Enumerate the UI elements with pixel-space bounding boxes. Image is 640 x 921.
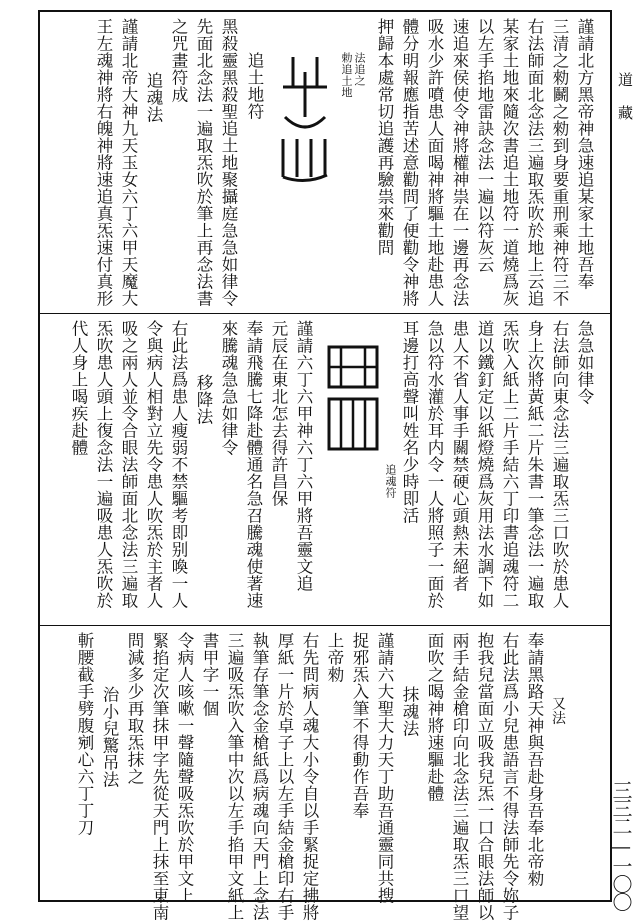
text-column: 來騰魂急急如律令 xyxy=(219,320,238,456)
text-column: 奉請黑路天神與吾赴身吾奉北帝勑 xyxy=(525,632,544,887)
section-heading: 抹魂法 xyxy=(400,686,419,737)
text-column: 代人身上喝疾赴體 xyxy=(69,320,88,456)
text-column: 王左魂神將右魄神將速追真炁速付真形 xyxy=(94,18,113,307)
section-heading: 追魂法 xyxy=(144,72,163,123)
text-band-2 xyxy=(40,314,610,626)
text-column: 某家土地來隨次書追土地符一道燒爲灰 xyxy=(500,18,519,307)
talisman-seal-icon xyxy=(318,334,388,464)
section-heading: 移降法 xyxy=(194,374,213,425)
text-column: 面吹之喝神將速驅赴體 xyxy=(425,632,444,802)
text-column: 右先問病人魂大小令自以手緊捉定拂將 xyxy=(300,632,319,921)
text-band-1 xyxy=(40,12,610,314)
text-column: 謹請六大聖大力天丁助吾通靈同共搜 xyxy=(375,632,394,904)
text-column: 謹請北方黑帝神急速追某家土地吾奉 xyxy=(575,18,594,290)
text-column: 吸水少許噴患人面喝神將驅土地赴患人 xyxy=(425,18,444,307)
small-note: 勅追土地 xyxy=(340,52,353,98)
text-column: 患人不省人事手關禁硬心頭熱未絕者 xyxy=(450,320,469,592)
text-column: 元辰在東北怎去得許昌保 xyxy=(269,320,288,507)
text-column: 右此法爲患人瘦弱不禁驅考即别喚一人 xyxy=(169,320,188,609)
text-column: 右此法爲小兒患語言不得法師先令妳子 xyxy=(500,632,519,921)
text-column: 黑殺靈黑殺聖追土地聚攝庭急急如律令 xyxy=(219,18,238,307)
text-column: 先面北念法一遍取炁吹於筆上再念法書 xyxy=(194,18,213,307)
small-note: 法追之 xyxy=(353,52,366,87)
text-column: 令病人咳嗽一聲隨聲吸炁吹於甲文上 xyxy=(175,632,194,904)
text-column: 上帝勑 xyxy=(325,632,344,683)
text-column: 三遍吸炁吹入筆中次以左手掐甲文紙上 xyxy=(225,632,244,921)
text-column: 問減多少再取炁抹之 xyxy=(125,632,144,785)
text-column: 令與病人相對立先令患人吹炁於主者人 xyxy=(144,320,163,609)
text-column: 炁吹患人頭上復念法一遍吸患人炁吹於 xyxy=(94,320,113,609)
text-column: 急以符水灌於耳内令一人將照子一面於 xyxy=(425,320,444,609)
talisman-title: 追土地符 xyxy=(245,52,264,120)
text-column: 速追來侯使令神將權神祟在一邊再念法 xyxy=(450,18,469,307)
text-column: 捉邪炁入筆不得動作吾奉 xyxy=(350,632,369,819)
text-column: 身上次將黃紙二片朱書一筆念法一遍取 xyxy=(525,320,544,609)
text-column: 斬腰截手劈腹剜心六丁丁刀 xyxy=(75,632,94,836)
page-frame xyxy=(38,10,612,921)
source-title: 道藏 xyxy=(616,72,634,138)
text-band-3 xyxy=(40,626,610,921)
text-column: 右法師面北念法三遍取炁吹於地上云追 xyxy=(525,18,544,307)
text-column: 兩手結金槍印向北念法三遍取炁三口望 xyxy=(450,632,469,921)
small-note: 又法 xyxy=(550,696,566,725)
text-column: 押歸本處常切追護再驗祟來勸問 xyxy=(375,18,394,256)
text-column: 道以鐵釘定以紙燈燒爲灰用法水調下如 xyxy=(475,320,494,609)
text-column: 體分明報應指苦述意勸問了便勸令神將 xyxy=(400,18,419,307)
text-column: 吸之兩人並令合眼法師面北念法三遍取 xyxy=(119,320,138,609)
text-column: 厚紙一片於卓子上以左手結金槍印右手 xyxy=(275,632,294,921)
text-column: 奉請飛騰七降赴體通名急召騰魂使著速 xyxy=(244,320,263,609)
text-column: 之咒畫符成 xyxy=(169,18,188,103)
text-column: 耳邊打高聲叫姓名少時即活 xyxy=(400,320,419,524)
text-column: 謹請六丁六甲神六丁六甲將吾靈文追 xyxy=(294,320,313,592)
text-column: 執筆存筆念金槍紙爲病魂向天門上念法 xyxy=(250,632,269,921)
talisman-seal-icon xyxy=(270,42,340,192)
text-column: 右法師向東念法三遍取炁三口吹於患人 xyxy=(550,320,569,609)
text-column: 三清之勑鬭之勑到身要重刑乘神符三不 xyxy=(550,18,569,307)
talisman-caption: 追魂符 xyxy=(384,464,397,499)
text-column: 炁吹入紙上二片手結六丁印書追魂符二 xyxy=(500,320,519,609)
text-column: 抱我兒當面立吸我兒炁一口合眼法師以 xyxy=(475,632,494,921)
text-column: 緊掐定次筆抹甲字先從天門上抹至東南 xyxy=(150,632,169,921)
text-column: 謹請北帝大神九天玉女六丁六甲天魔大 xyxy=(119,18,138,307)
section-heading: 治小兒驚吊法 xyxy=(100,686,119,788)
text-column: 書甲字一個 xyxy=(200,632,219,717)
text-column: 以左手掐地雷訣念法一遍以符灰云 xyxy=(475,18,494,273)
page-number: 三三二—一〇〇 xyxy=(609,780,633,910)
text-column: 急急如律令 xyxy=(575,320,594,405)
